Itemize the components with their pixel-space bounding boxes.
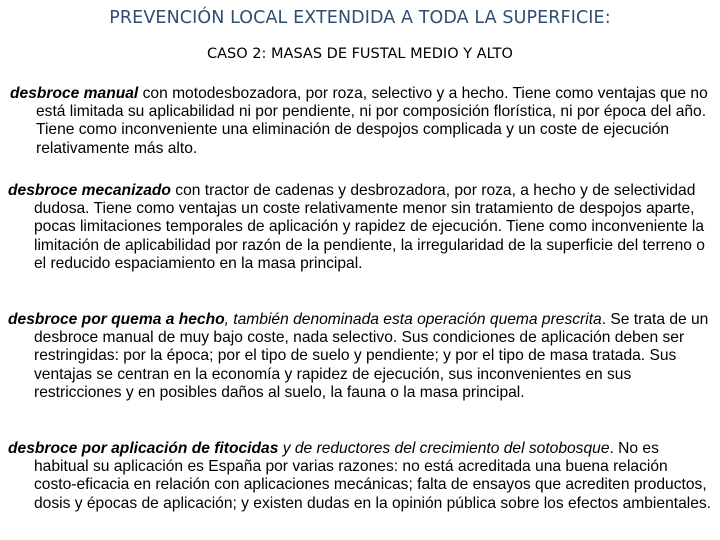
term-desbroce-fitocidas: desbroce por aplicación de fitocidas xyxy=(8,440,279,457)
subtitle-case-label: CASO 2: xyxy=(207,46,267,62)
paragraph-text: con motodesbozadora, por roza, selectivo y a hecho. Tiene como ventajas que no está limitada su aplicabilidad ni por pendiente, ni por composición florística, ni por época del año. Tiene como inconveniente una eliminación de despojos complicada y un coste de ejecución relativamente más alto. xyxy=(36,85,708,157)
paragraph-italic-note: y de reductores del crecimiento del sotobosque xyxy=(278,440,610,457)
paragraph-italic-note: , también denominada esta operación quema prescrita xyxy=(224,311,602,328)
slide-title: PREVENCIÓN LOCAL EXTENDIDA A TODA LA SUPERFICIE: xyxy=(109,8,611,28)
term-desbroce-mecanizado: desbroce mecanizado xyxy=(8,182,171,199)
subtitle-case-text: MASAS DE FUSTAL MEDIO Y ALTO xyxy=(266,46,513,62)
slide-subtitle xyxy=(0,46,720,62)
paragraph-text: . No es habitual su aplicación es España por varias razones: no está acreditada una buena relación costo-eficacia en relación con aplicaciones mecánicas; falta de ensayos que acrediten productos, dosis y épocas de aplicación; y existen dudas en la opinión pública sobre los efectos ambientales. xyxy=(34,440,712,512)
paragraph-desbroce-mecanizado xyxy=(8,182,712,273)
paragraph-text: . Se trata de un desbroce manual de muy bajo coste, nada selectivo. Sus condiciones de aplicación deben ser restringidas: por la época; por el tipo de suelo y pendiente; y por el tipo de masa tratada. Sus ventajas se centran en la economía y rapidez de ejecución, sus inconvenientes en sus restricciones y en posibles daños al suelo, la fauna o la masa principal. xyxy=(34,311,709,401)
paragraph-desbroce-manual xyxy=(10,85,712,158)
paragraph-text: con tractor de cadenas y desbrozadora, por roza, a hecho y de selectividad dudosa. Tiene como ventajas un coste relativamente menor sin tratamiento de despojos aparte, pocas limitaciones temporales de aplicación y rapidez de ejecución. Tiene como inconveniente la limitación de aplicabilidad por razón de la pendiente, la irregularidad de la superficie del terreno o el reducido espaciamiento en la masa principal. xyxy=(34,182,705,272)
term-desbroce-manual: desbroce manual xyxy=(10,85,139,102)
term-desbroce-quema: desbroce por quema a hecho xyxy=(8,311,225,328)
paragraph-desbroce-quema xyxy=(8,311,712,402)
paragraph-desbroce-fitocidas xyxy=(8,440,712,513)
